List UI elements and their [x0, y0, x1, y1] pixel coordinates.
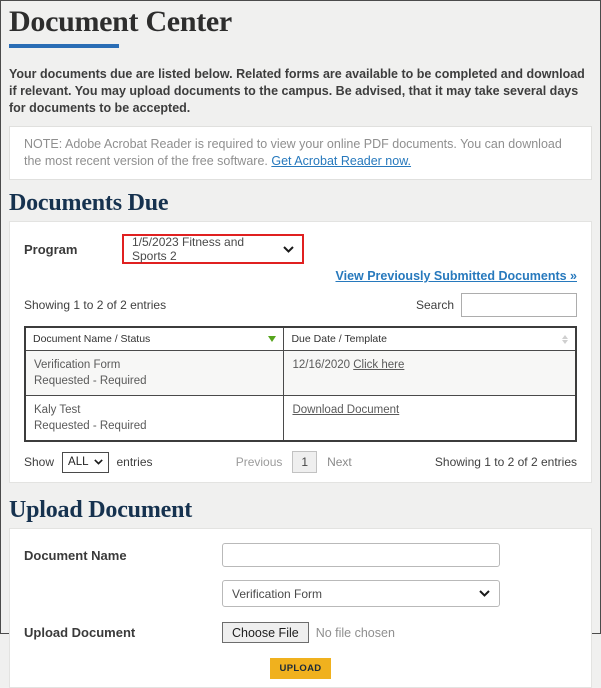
- document-type-select[interactable]: [222, 580, 500, 607]
- program-select-value: 1/5/2023 Fitness and Sports 2: [132, 235, 245, 263]
- view-previous-row: [24, 269, 577, 283]
- column-header-name-status[interactable]: [25, 327, 284, 351]
- table-controls: [24, 293, 577, 317]
- document-center-page: [1, 4, 600, 688]
- search-input[interactable]: [461, 293, 577, 317]
- doc-name-status-cell: [25, 351, 284, 396]
- entries-label: entries: [116, 455, 153, 469]
- page-1-button[interactable]: 1: [292, 451, 317, 473]
- column-header-label: Due Date / Template: [291, 333, 387, 345]
- column-header-due-template[interactable]: [284, 327, 576, 351]
- documents-table: [24, 326, 577, 442]
- search-wrap: [416, 293, 577, 317]
- search-label: Search: [415, 298, 454, 312]
- page-length-select[interactable]: [62, 452, 108, 473]
- doc-name-status-cell: [25, 396, 284, 442]
- next-page-button[interactable]: Next: [327, 455, 352, 469]
- title-accent-bar: [9, 44, 119, 48]
- show-entries-wrap: [24, 452, 153, 473]
- document-name-row: [24, 543, 577, 567]
- upload-document-label: Upload Document: [24, 625, 136, 640]
- upload-document-heading: Upload Document: [9, 497, 193, 523]
- program-select-highlight: [122, 234, 304, 264]
- sort-both-icon: [562, 335, 568, 344]
- table-header-row: [25, 327, 576, 351]
- document-name-label: Document Name: [24, 547, 127, 563]
- upload-document-panel: [9, 528, 592, 688]
- due-template-cell: [284, 351, 576, 396]
- page-title: Document Center: [9, 5, 232, 38]
- acrobat-note-box: [9, 126, 592, 180]
- upload-file-row: [24, 622, 577, 643]
- doc-status: Requested - Required: [34, 420, 147, 432]
- table-row: [25, 351, 576, 396]
- previous-page-button[interactable]: Previous: [235, 455, 283, 469]
- due-template-cell: [284, 396, 576, 442]
- no-file-chosen-text: No file chosen: [315, 625, 395, 640]
- table-row: [25, 396, 576, 442]
- table-bottom-controls: [24, 450, 577, 474]
- upload-button-row: [24, 658, 577, 679]
- showing-entries-top: Showing 1 to 2 of 2 entries: [24, 298, 167, 312]
- doc-status: Requested - Required: [34, 375, 147, 387]
- documents-due-heading: Documents Due: [9, 190, 169, 216]
- column-header-label: Document Name / Status: [33, 333, 151, 345]
- document-type-value: Verification Form: [232, 586, 323, 601]
- showing-entries-bottom: Showing 1 to 2 of 2 entries: [434, 455, 577, 469]
- program-row: [24, 234, 577, 264]
- page-length-value: ALL: [68, 456, 89, 468]
- note-text: NOTE: Adobe Acrobat Reader is required to view your online PDF documents. You can download the most recent version of the free software.: [24, 137, 562, 168]
- program-select[interactable]: [124, 236, 302, 262]
- due-date: 12/16/2020: [292, 359, 354, 371]
- document-type-row: [24, 580, 577, 607]
- upload-button[interactable]: UPLOAD: [270, 658, 332, 679]
- view-previously-submitted-link[interactable]: View Previously Submitted Documents »: [335, 269, 577, 283]
- program-label: Program: [24, 241, 78, 257]
- chevron-down-icon: [479, 590, 490, 597]
- download-document-link[interactable]: Download Document: [292, 404, 400, 416]
- click-here-link[interactable]: Click here: [353, 359, 405, 371]
- document-name-input[interactable]: [222, 543, 500, 567]
- intro-text: Your documents due are listed below. Related forms are available to be completed and download if relevant. You may upload documents to the campus. Be advised, that it may take several days for documents to be accepted.: [9, 67, 585, 115]
- chevron-down-icon: [283, 246, 294, 253]
- documents-due-panel: [9, 221, 592, 483]
- doc-name: Kaly Test: [34, 404, 81, 416]
- get-acrobat-reader-link[interactable]: Get Acrobat Reader now.: [271, 154, 412, 168]
- pagination: [236, 451, 352, 473]
- show-label: Show: [24, 455, 55, 469]
- file-input-wrap: [222, 622, 395, 643]
- chevron-down-icon: [94, 459, 103, 465]
- doc-name: Verification Form: [34, 359, 121, 371]
- sort-descending-icon: [268, 336, 276, 342]
- choose-file-button[interactable]: Choose File: [222, 622, 309, 643]
